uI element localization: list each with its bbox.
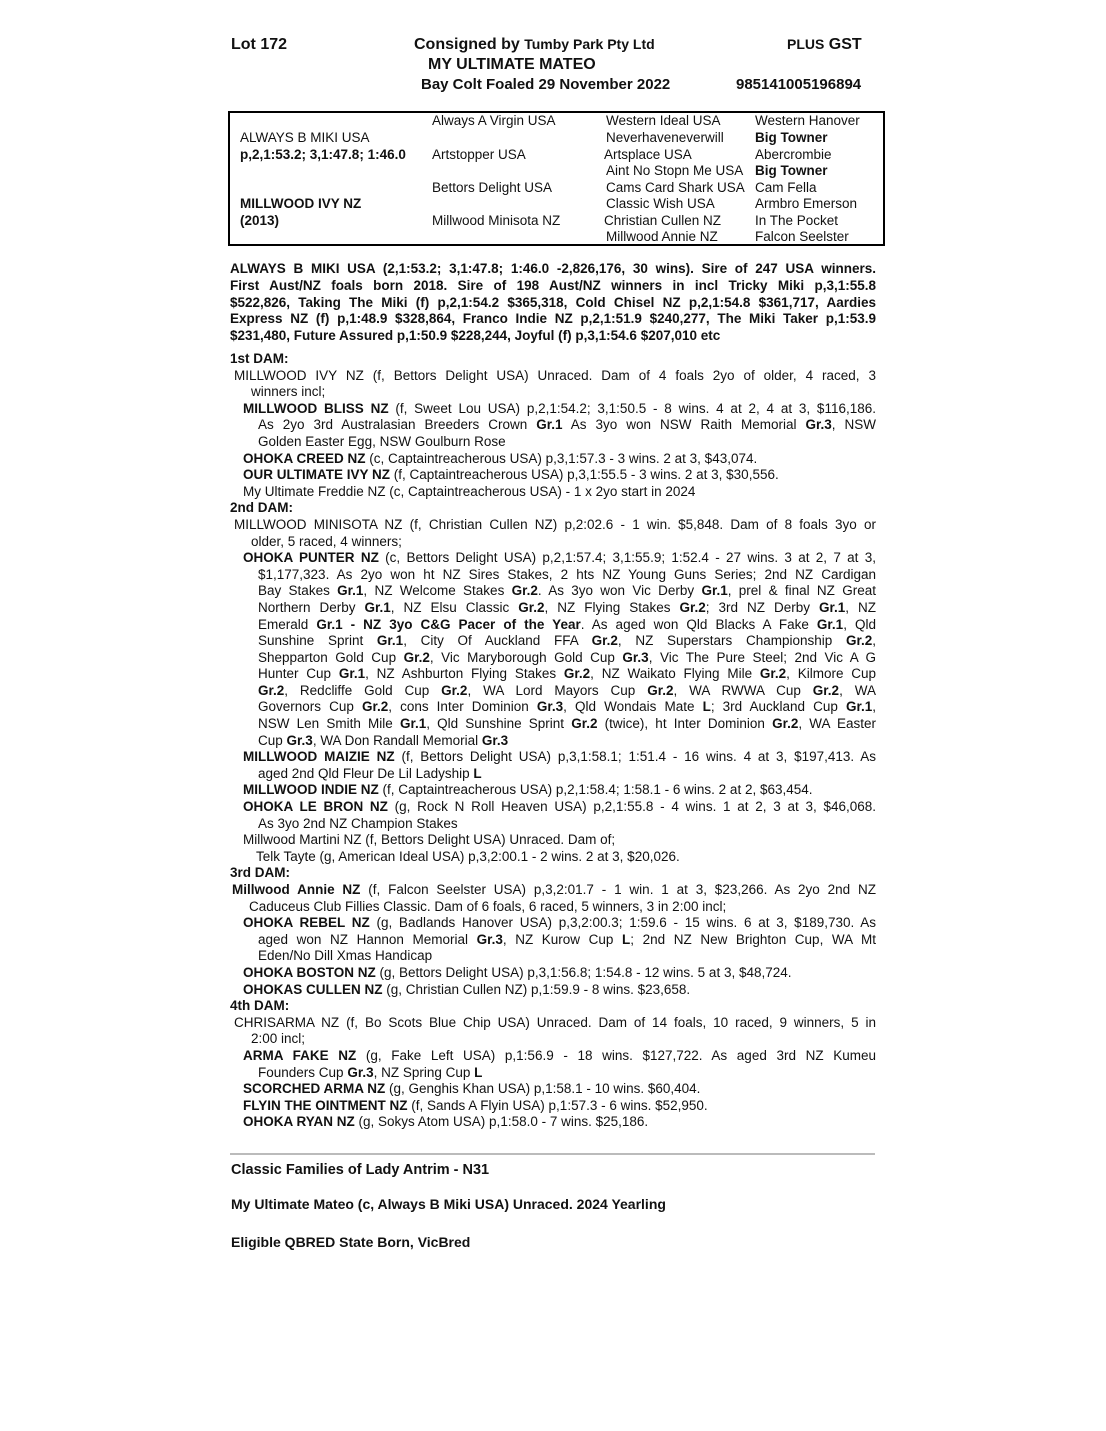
sire-summary-line: $231,480, Future Assured p,1:50.9 $228,244, Joyful (f) p,3,1:54.6 $207,010 etc — [230, 328, 721, 344]
progeny-entry — [230, 965, 876, 982]
progeny-text: Cup — [258, 732, 287, 748]
progeny-text: , Kilmore Cup — [786, 666, 876, 682]
progeny-name: OHOKA LE BRON NZ — [243, 799, 388, 815]
progeny-record: (g, Genghis Khan USA) p,1:58.1 - 10 wins. $60,404. — [385, 1081, 701, 1097]
progeny-text: , WA — [839, 682, 876, 698]
progeny-record: (g, Rock N Roll Heaven USA) p,2,1:55.8 - 4 wins. 1 at 2, 3 at 3, $46,068. — [387, 799, 877, 815]
dam-heading: 1st DAM: — [230, 351, 289, 366]
pedigree-sire-record: p,2,1:53.2; 3,1:47.8; 1:46.0 — [240, 147, 406, 162]
progeny-record: (f, Captaintreacherous USA) p,2,1:58.4; 1:58.1 - 6 wins. 2 at 2, $63,454. — [378, 782, 813, 798]
progeny-text: Bay Stakes — [258, 583, 338, 599]
progeny-text: $1,177,323. As 2yo won ht NZ Sires Stakes, 2 hts NZ Young Guns Series; 2nd NZ Cardigan — [258, 566, 876, 582]
grade-label: Gr.3 — [536, 699, 564, 715]
progeny-entry: Millwood Martini NZ (f, Bettors Delight USA) Unraced. Dam of; — [243, 832, 616, 848]
progeny-entry — [230, 915, 876, 965]
pedigree-gen4-7: In The Pocket — [755, 213, 839, 228]
progeny-entry — [230, 1098, 876, 1115]
grade-label: Gr.1 — [376, 633, 404, 649]
grade-label: Gr.2 — [679, 599, 706, 615]
grade-label: Gr.2 — [812, 682, 840, 698]
progeny-record: (g, Christian Cullen NZ) p,1:59.9 - 8 wins. $23,658. — [382, 981, 691, 997]
progeny-text: , NZ Ashburton Flying Stakes — [365, 666, 564, 682]
gst-label: GST — [828, 36, 862, 53]
progeny-text: . As aged won Qld Blacks A Fake — [580, 616, 817, 632]
dam-description — [230, 882, 876, 915]
grade-label: Gr.1 — [816, 616, 844, 632]
pedigree-dam-year: (2013) — [240, 213, 280, 228]
grade-label: Gr.1 — [536, 417, 563, 433]
grade-label: Gr.2 — [518, 599, 545, 615]
yearling-line: My Ultimate Mateo (c, Always B Miki USA) Unraced. 2024 Yearling — [231, 1196, 666, 1212]
progeny-record: (g, Fake Left USA) p,1:56.9 - 18 wins. $127,722. As aged 3rd NZ Kumeu — [356, 1047, 876, 1063]
pedigree-dam-dam: Millwood Minisota NZ — [432, 213, 561, 228]
lot-number: Lot 172 — [231, 36, 288, 53]
grade-label: Gr.1 — [337, 583, 364, 599]
progeny-text: Emerald — [258, 616, 317, 632]
progeny-text: , NZ Flying Stakes — [544, 599, 680, 615]
progeny-text: , WA RWWA Cup — [673, 682, 813, 698]
progeny-record: (g, Bettors Delight USA) p,3,1:56.8; 1:54.8 - 12 wins. 5 at 3, $48,724. — [375, 964, 792, 980]
progeny-entry — [230, 451, 876, 468]
progeny-text: As 2yo 3rd Australasian Breeders Crown — [258, 417, 537, 433]
grade-label: Gr.3 — [286, 732, 313, 748]
progeny-text: , Vic Maryborough Gold Cup — [429, 649, 623, 665]
grade-label: L — [622, 931, 631, 947]
progeny-text: , NZ — [845, 599, 876, 615]
horse-name: MY ULTIMATE MATEO — [428, 56, 596, 73]
dam-heading: 4th DAM: — [230, 998, 290, 1014]
grade-label: Gr.3 — [805, 417, 832, 433]
progeny-text: aged won NZ Hannon Memorial — [258, 931, 477, 947]
gst-line — [787, 35, 862, 54]
consignor-name: Tumby Park Pty Ltd — [524, 36, 655, 52]
pedigree-gen3-2: Neverhaveneverwill — [606, 130, 724, 145]
pedigree-gen3-5: Cams Card Shark USA — [606, 180, 745, 195]
progeny-record: (f, Sweet Lou USA) p,2,1:54.2; 3,1:50.5 - 8 wins. 4 at 2, 4 at 3, $116,186. — [388, 400, 876, 416]
progeny-text: , Qld — [843, 616, 876, 632]
grade-label: Gr.2 — [403, 649, 430, 665]
progeny-text: Shepparton Gold Cup — [258, 649, 404, 665]
progeny-text: , NZ Elsu Classic — [390, 599, 519, 615]
consigned-label: Consigned by — [414, 36, 520, 53]
progeny-name: OHOKA REBEL NZ — [243, 915, 370, 931]
pedigree-gen3-4: Aint No Stopn Me USA — [606, 163, 744, 178]
progeny-text: , Redcliffe Gold Cup — [284, 682, 442, 698]
progeny-text: , WA Easter — [798, 716, 876, 732]
progeny-record: (f, Sands A Flyin USA) p,1:57.3 - 6 wins. $52,950. — [407, 1097, 708, 1113]
dam-name: Millwood Annie NZ — [232, 882, 361, 897]
dam-desc-line: CHRISARMA NZ (f, Bo Scots Blue Chip USA) Unraced. Dam of 14 foals, 10 raced, 9 winners, 5 in — [234, 1014, 876, 1030]
grade-label: Gr.1 — [364, 599, 391, 615]
progeny-name: OHOKA RYAN NZ — [243, 1114, 355, 1130]
dam-desc-line: Caduceus Club Fillies Classic. Dam of 6 foals, 6 raced, 5 winners, 3 in 2:00 incl; — [249, 898, 727, 914]
progeny-entry — [230, 1114, 876, 1131]
progeny-name: FLYIN THE OINTMENT NZ — [243, 1097, 408, 1113]
progeny-text: , NZ Superstars Championship — [617, 633, 846, 649]
grade-label: Gr.2 — [563, 666, 591, 682]
progeny-name: OHOKA BOSTON NZ — [243, 964, 376, 980]
pedigree-gen4-6: Armbro Emerson — [755, 196, 858, 211]
progeny-text: NSW Len Smith Mile — [258, 716, 400, 732]
grade-label: Gr.2 — [845, 633, 873, 649]
progeny-text: , NZ Spring Cup — [373, 1064, 475, 1080]
progeny-text: , prel & final NZ Great — [727, 583, 876, 599]
progeny-text: , City Of Auckland FFA — [403, 633, 592, 649]
progeny-entry — [230, 1081, 876, 1098]
dam-desc-line: MILLWOOD IVY NZ (f, Bettors Delight USA) Unraced. Dam of 4 foals 2yo of older, 4 raced, 3 — [234, 367, 876, 383]
grand-progeny-entry: Telk Tayte (g, American Ideal USA) p,3,2:00.1 - 2 wins. 2 at 3, $20,026. — [256, 848, 680, 864]
progeny-text: , Vic The Pure Steel; 2nd Vic A G — [648, 649, 877, 665]
grade-label: Gr.3 — [347, 1064, 374, 1080]
progeny-text: , NZ Waikato Flying Mile — [590, 666, 760, 682]
progeny-entry — [230, 782, 876, 799]
progeny-entry — [230, 982, 876, 999]
grade-label: L — [473, 765, 482, 781]
dam-description — [230, 368, 876, 401]
pedigree-gen3-6: Classic Wish USA — [606, 196, 715, 211]
progeny-name: OHOKA CREED NZ — [243, 450, 366, 466]
grade-label: Gr.2 — [591, 633, 618, 649]
progeny-name: MILLWOOD MAIZIE NZ — [243, 749, 395, 765]
grade-label: L — [474, 1064, 483, 1080]
grade-label: Gr.2 — [772, 716, 799, 732]
grade-label: Gr.2 — [511, 583, 538, 599]
progeny-text: . As 3yo won Vic Derby — [537, 583, 702, 599]
progeny-entry — [230, 749, 876, 782]
dam-heading: 2nd DAM: — [230, 500, 293, 516]
progeny-text: , WA Don Randall Memorial — [312, 732, 482, 748]
grade-label: Gr.3 — [481, 732, 509, 748]
plus-label: PLUS — [787, 36, 825, 52]
pedigree-gen4-3: Abercrombie — [755, 147, 832, 162]
dam-desc-line: 2:00 incl; — [251, 1031, 306, 1047]
grade-label: Gr.3 — [622, 649, 649, 665]
progeny-text: , NZ Kurow Cup — [502, 931, 623, 947]
progeny-name: SCORCHED ARMA NZ — [243, 1081, 386, 1097]
progeny-text: (twice), ht Inter Dominion — [597, 716, 773, 732]
pedigree-dam: MILLWOOD IVY NZ — [240, 196, 362, 211]
progeny-text: Sunshine Sprint — [258, 633, 377, 649]
grade-label: Gr.3 — [476, 931, 503, 947]
pedigree-gen3-1: Western Ideal USA — [606, 113, 721, 128]
grade-label: Gr.2 — [441, 682, 468, 698]
grade-label: Gr.2 — [258, 682, 285, 698]
consigned-line — [414, 35, 655, 54]
progeny-text: Hunter Cup — [258, 666, 339, 682]
pedigree-gen4-4: Big Towner — [755, 163, 828, 178]
dam-desc-line: older, 5 raced, 4 winners; — [251, 533, 402, 549]
grade-label: Gr.2 — [759, 666, 787, 682]
progeny-text: ; 3rd Auckland Cup — [710, 699, 846, 715]
section-divider — [230, 1153, 875, 1155]
grade-label: Gr.1 — [399, 716, 427, 732]
pedigree-gen3-3: Artsplace USA — [604, 147, 692, 162]
grade-label: Gr.1 — [818, 599, 846, 615]
progeny-entry — [230, 401, 876, 451]
dam-section — [230, 351, 876, 1131]
progeny-name: MILLWOOD INDIE NZ — [243, 782, 379, 798]
dam-desc-line: (f, Falcon Seelster USA) p,3,2:01.7 - 1 win. 1 at 3, $23,266. As 2yo 2nd NZ — [360, 882, 876, 897]
progeny-text: , NSW — [831, 417, 876, 433]
grade-label: Gr.1 - NZ 3yo C&G Pacer of the Year — [316, 616, 581, 632]
dam-description — [230, 1015, 876, 1048]
pedigree-gen3-7: Christian Cullen NZ — [604, 213, 722, 228]
dam-desc-line: winners incl; — [251, 384, 326, 400]
horse-description: Bay Colt Foaled 29 November 2022 — [421, 76, 671, 93]
pedigree-gen4-5: Cam Fella — [755, 180, 817, 195]
dam-heading: 3rd DAM: — [230, 865, 290, 881]
pedigree-gen4-1: Western Hanover — [755, 113, 860, 128]
pedigree-sire-sire: Always A Virgin USA — [432, 113, 556, 128]
sire-summary-line: Express NZ (f) p,1:48.9 $328,864, Franco Indie NZ p,2,1:51.9 $240,277, The Miki Taker p,1:53.9 — [230, 311, 876, 327]
pedigree-sire: ALWAYS B MIKI USA — [240, 130, 370, 145]
grade-label: Gr.2 — [361, 699, 389, 715]
progeny-entry — [230, 467, 876, 484]
progeny-text: aged 2nd Qld Fleur De Lil Ladyship — [258, 765, 474, 781]
progeny-entry — [230, 1048, 876, 1081]
grade-label: Gr.1 — [701, 583, 728, 599]
progeny-record: (c, Captaintreacherous USA) p,3,1:57.3 - 3 wins. 2 at 3, $43,074. — [365, 450, 758, 466]
sire-summary — [230, 261, 876, 345]
family-line: Classic Families of Lady Antrim - N31 — [231, 1162, 490, 1178]
progeny-text: As 3yo won NSW Raith Memorial — [562, 417, 806, 433]
pedigree-sire-dam: Artstopper USA — [432, 147, 526, 162]
dam-description — [230, 517, 876, 550]
progeny-text: As 3yo 2nd NZ Champion Stakes — [258, 815, 458, 831]
progeny-text: Governors Cup — [258, 699, 362, 715]
sire-summary-line: $522,826, Taking The Miki (f) p,2,1:54.2 $365,318, Cold Chisel NZ p,2,1:54.8 $361,717, Aardies — [230, 294, 876, 310]
progeny-text: , NZ Welcome Stakes — [363, 583, 512, 599]
progeny-record: (g, Sokys Atom USA) p,1:58.0 - 7 wins. $25,186. — [354, 1114, 649, 1130]
pedigree-gen4-8: Falcon Seelster — [755, 229, 849, 244]
progeny-entry: My Ultimate Freddie NZ (c, Captaintreacherous USA) - 1 x 2yo start in 2024 — [243, 483, 696, 499]
progeny-name: OHOKA PUNTER NZ — [243, 550, 379, 566]
progeny-name: OHOKAS CULLEN NZ — [243, 981, 383, 997]
progeny-entry — [230, 550, 876, 749]
microchip-number: 985141005196894 — [736, 76, 862, 93]
eligibility-line: Eligible QBRED State Born, VicBred — [231, 1234, 471, 1250]
grade-label: Gr.2 — [647, 682, 674, 698]
progeny-text: Founders Cup — [258, 1064, 348, 1080]
progeny-text: , — [872, 699, 877, 715]
progeny-record: (f, Captaintreacherous USA) p,3,1:55.5 - 3 wins. 2 at 3, $30,556. — [390, 467, 779, 483]
progeny-text: , WA Lord Mayors Cup — [467, 682, 648, 698]
progeny-text: ; 2nd NZ New Brighton Cup, WA Mt — [630, 931, 876, 947]
progeny-text: , Qld Sunshine Sprint — [426, 716, 572, 732]
progeny-text: , — [872, 633, 877, 649]
pedigree-gen3-8: Millwood Annie NZ — [606, 229, 718, 244]
progeny-record: (f, Bettors Delight USA) p,3,1:58.1; 1:51.4 - 16 wins. 4 at 3, $197,413. As — [394, 749, 876, 765]
progeny-record: (g, Badlands Hanover USA) p,3,2:00.3; 1:59.6 - 15 wins. 6 at 3, $189,730. As — [369, 915, 876, 931]
progeny-text: Golden Easter Egg, NSW Goulburn Rose — [258, 433, 506, 449]
progeny-name: OUR ULTIMATE IVY NZ — [243, 467, 390, 483]
grade-label: Gr.1 — [338, 666, 366, 682]
sire-summary-line: First Aust/NZ foals born 2018. Sire of 198 Aust/NZ winners in incl Tricky Miki p,3,1:55.8 — [230, 277, 876, 293]
progeny-text: Eden/No Dill Xmas Handicap — [258, 948, 433, 964]
dam-desc-line: MILLWOOD MINISOTA NZ (f, Christian Cullen NZ) p,2:02.6 - 1 win. $5,848. Dam of 8 foals 3yo or — [234, 516, 876, 532]
progeny-text: ; 3rd NZ Derby — [705, 599, 819, 615]
progeny-record: (c, Bettors Delight USA) p,2,1:57.4; 3,1:55.9; 1:52.4 - 27 wins. 3 at 2, 7 at 3, — [378, 550, 876, 566]
pedigree-gen4-2: Big Towner — [755, 130, 828, 145]
sire-summary-line: ALWAYS B MIKI USA (2,1:53.2; 3,1:47.8; 1:46.0 -2,826,176, 30 wins). Sire of 247 USA winners. — [230, 261, 876, 276]
progeny-name: MILLWOOD BLISS NZ — [243, 400, 389, 416]
grade-label: L — [702, 699, 711, 715]
progeny-text: , Qld Wondais Mate — [563, 699, 703, 715]
progeny-name: ARMA FAKE NZ — [243, 1047, 357, 1063]
progeny-text: Northern Derby — [258, 599, 365, 615]
grade-label: Gr.1 — [845, 699, 873, 715]
progeny-text: , cons Inter Dominion — [388, 699, 537, 715]
grade-label: Gr.2 — [571, 716, 598, 732]
progeny-entry — [230, 799, 876, 832]
pedigree-dam-sire: Bettors Delight USA — [432, 180, 553, 195]
